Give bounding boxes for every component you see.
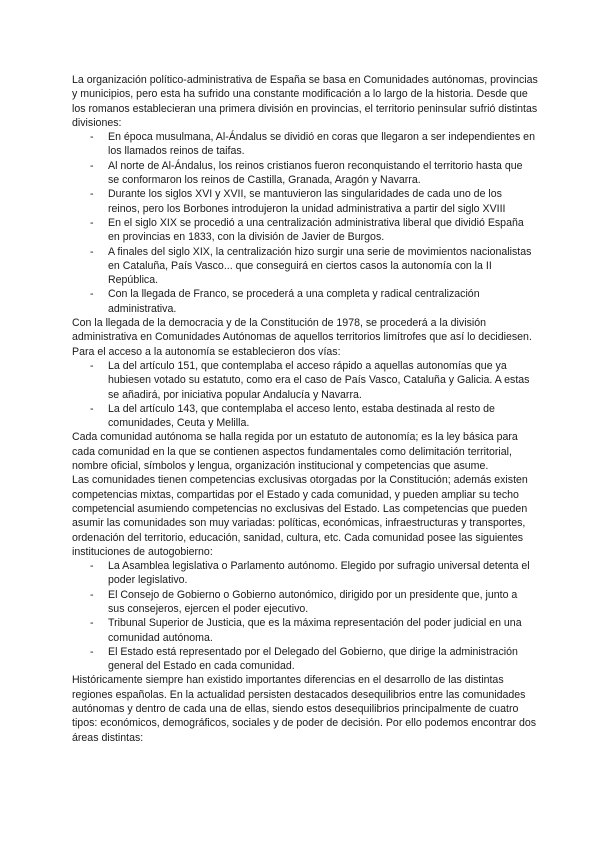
list-item: - En el siglo XIX se procedió a una centralización administrativa liberal que dividió España en provincias en 1833, con la división de Javier de Burgos. (108, 216, 540, 245)
list-item: - La del artículo 151, que contemplaba el acceso rápido a aquellas autonomías que ya hubiesen votado su estatuto, como era el caso de País Vasco, Cataluña y Galicia. A estas se añadirá, por iniciativa popular Andalucía y Navarra. (108, 359, 540, 402)
list-item: - A finales del siglo XIX, la centralización hizo surgir una serie de movimientos nacionalistas en Cataluña, País Vasco... que conseguirá en ciertos casos la autonomía con la II República. (108, 245, 540, 288)
instituciones-list (72, 559, 540, 673)
list-item: - Tribunal Superior de Justicia, que es la máxima representación del poder judicial en una comunidad autónoma. (108, 616, 540, 645)
list-item: - El Consejo de Gobierno o Gobierno autonómico, dirigido por un presidente que, junto a sus consejeros, ejercen el poder ejecutivo. (108, 588, 540, 617)
democracia-paragraph: Con la llegada de la democracia y de la Constitución de 1978, se procederá a la división administrativa en Comunidades Autónomas de aquellos territorios limítrofes que así lo decidiesen. Para el acceso a la autonomía se establecieron dos vías: (72, 317, 532, 358)
list-item: - Durante los siglos XVI y XVII, se mantuvieron las singularidades de cada uno de los reinos, pero los Borbones introdujeron la unidad administrativa a partir del siglo XVIII (108, 187, 540, 216)
vias-list (72, 359, 540, 430)
desequilibrios-paragraph: Históricamente siempre han existido importantes diferencias en el desarrollo de las distintas regiones españolas. En la actualidad persisten destacados desequilibrios entre las comunidades autónomas y dentro de cada una de ellas, siendo estos desequilibrios principalmente de cuatro tipos: económicos, demográficos, sociales y de poder de decisión. Por ello podemos encontrar dos áreas distintas: (72, 674, 537, 744)
competencias-paragraph: Las comunidades tienen competencias exclusivas otorgadas por la Constitución; además existen competencias mixtas, compartidas por el Estado y cada comunidad, y pueden ampliar su techo competencial asumiendo competencias no exclusivas del Estado. Las competencias que pueden asumir las comunidades son muy variadas: políticas, económicas, infraestructuras y transportes, ordenación del territorio, educación, sanidad, cultura, etc. Cada comunidad posee las siguientes instituciones de autogobierno: (72, 474, 528, 558)
estatuto-paragraph: Cada comunidad autónoma se halla regida por un estatuto de autonomía; es la ley básica para cada comunidad en la que se contienen aspectos fundamentales como delimitación territorial, nombre oficial, símbolos y lengua, organización institucional y competencias que asume. (72, 431, 518, 473)
divisiones-list (72, 130, 540, 316)
list-item: - El Estado está representado por el Delegado del Gobierno, que dirige la administración general del Estado en cada comunidad. (108, 645, 540, 674)
intro-paragraph: La organización político-administrativa de España se basa en Comunidades autónomas, provincias y municipios, pero esta ha sufrido una constante modificación a lo largo de la historia. Desde que los romanos establecieran una primera división en provincias, el territorio peninsular sufrió distintas divisiones: (72, 74, 538, 129)
list-item: - Con la llegada de Franco, se procederá a una completa y radical centralización administrativa. (108, 287, 540, 316)
list-item: - Al norte de Al-Ándalus, los reinos cristianos fueron reconquistando el territorio hasta que se conformaron los reinos de Castilla, Granada, Aragón y Navarra. (108, 159, 540, 188)
list-item: - La Asamblea legislativa o Parlamento autónomo. Elegido por sufragio universal detenta el poder legislativo. (108, 559, 540, 588)
list-item: - La del artículo 143, que contemplaba el acceso lento, estaba destinada al resto de comunidades, Ceuta y Melilla. (108, 402, 540, 431)
list-item: - En época musulmana, Al-Ándalus se dividió en coras que llegaron a ser independientes en los llamados reinos de taifas. (108, 130, 540, 159)
